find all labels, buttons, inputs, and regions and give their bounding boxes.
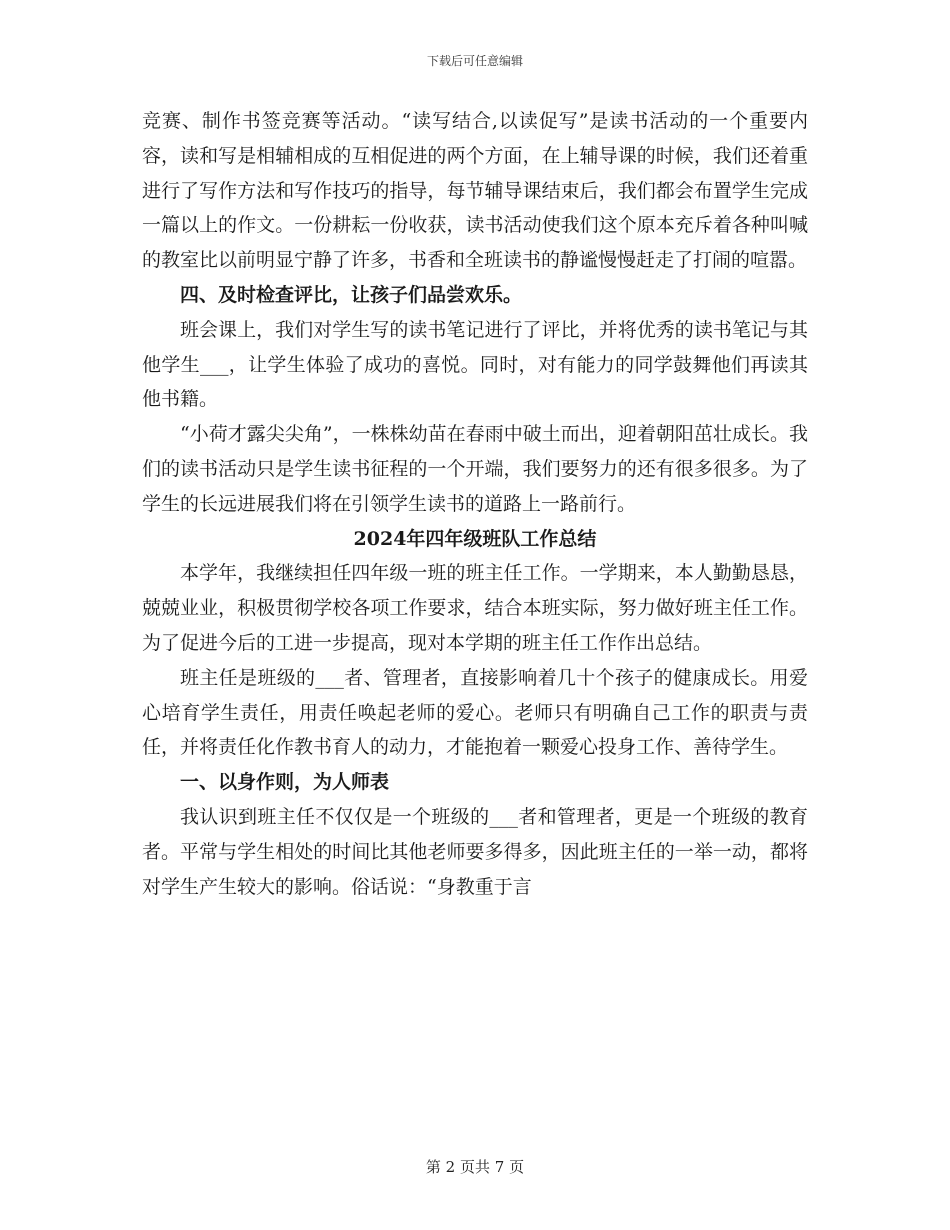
section-heading-1: 一、以身作则，为人师表	[180, 771, 390, 794]
paragraph-conclusion: “小荷才露尖尖角”，一株株幼苗在春雨中破土而出，迎着朝阳茁壮成长。我们的读书活动只是学生读书征程的一个开端，我们要努力的还有很多很多。为了学生的长远进展我们将在引领学生读书的道路上一路前行。	[142, 423, 808, 515]
paragraph-class-meeting: 班会课上，我们对学生写的读书笔记进行了评比，并将优秀的读书笔记与其他学生___，让学生体验了成功的喜悦。同时，对有能力的同学鼓舞他们再读其他书籍。	[142, 318, 808, 411]
page-footer: 第 2 页共 7 页	[425, 1158, 525, 1176]
document-title: 2024年四年级班队工作总结	[353, 527, 597, 550]
paragraph-example: 我认识到班主任不仅仅是一个班级的___者和管理者，更是一个班级的教育者。平常与学生相处的时间比其他老师要多得多，因此班主任的一举一动，都将对学生产生较大的影响。俗话说：“身教重于言	[142, 805, 808, 898]
document-body	[142, 104, 808, 904]
paragraph-reading-activities: 竞赛、制作书签竞赛等活动。“读写结合,以读促写”是读书活动的一个重要内容，读和写是相辅相成的互相促进的两个方面，在上辅导课的时候，我们还着重进行了写作方法和写作技巧的指导，每节辅导课结束后，我们都会布置学生完成一篇以上的作文。一份耕耘一份收获，读书活动使我们这个原本充斥着各种叫喊的教室比以前明显宁静了许多，书香和全班读书的静谧慢慢赶走了打闹的喧嚣。	[142, 110, 808, 272]
page-header: 下载后可任意编辑	[426, 54, 523, 68]
paragraph-intro: 本学年，我继续担任四年级一班的班主任工作。一学期来，本人勤勤恳恳，兢兢业业，积极贯彻学校各项工作要求，结合本班实际，努力做好班主任工作。为了促进今后的工进一步提高，现对本学期的班主任工作作出总结。	[142, 562, 808, 654]
paragraph-role: 班主任是班级的___者、管理者，直接影响着几十个孩子的健康成长。用爱心培育学生责任，用责任唤起老师的爱心。老师只有明确自己工作的职责与责任，并将责任化作教书育人的动力，才能抱着一颗爱心投身工作、善待学生。	[142, 666, 808, 759]
section-heading-4: 四、及时检查评比，让孩子们品尝欢乐。	[180, 283, 523, 306]
